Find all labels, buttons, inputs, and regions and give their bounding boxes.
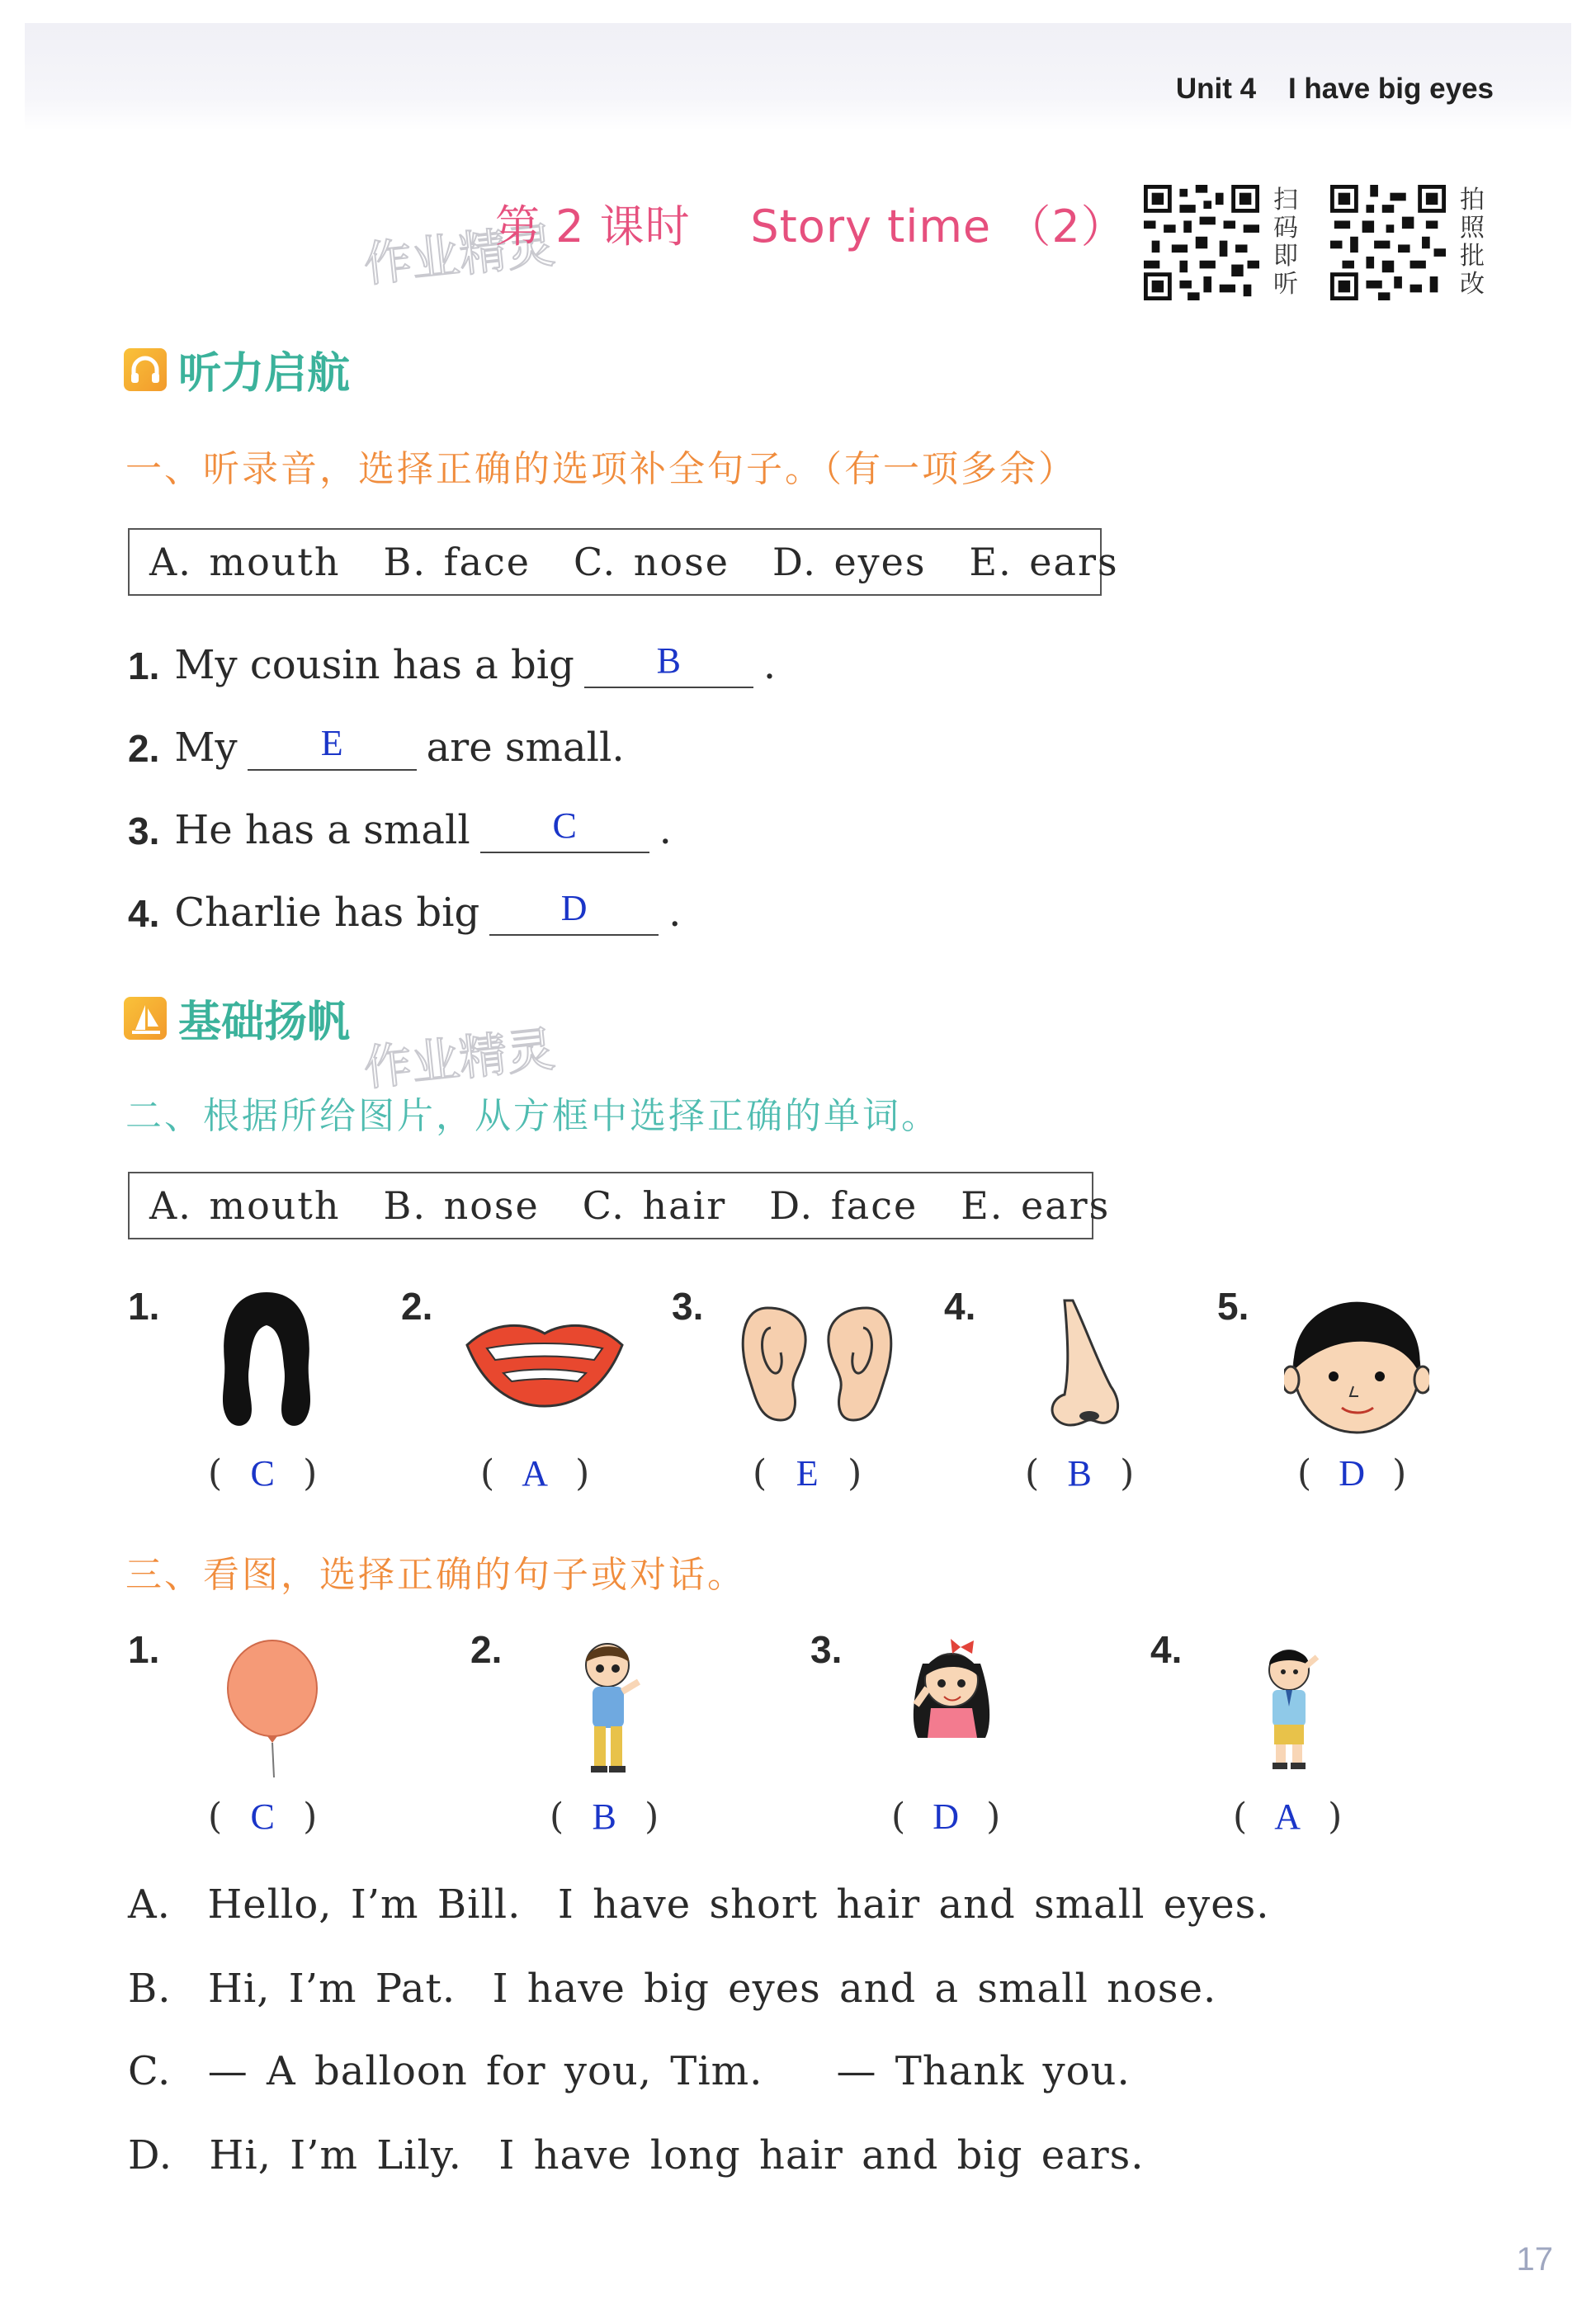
fill-item-4: 4. Charlie has big D . xyxy=(128,883,681,936)
item-number: 1. xyxy=(128,1285,160,1328)
answer-blank[interactable]: C xyxy=(250,1453,275,1494)
answer-blank[interactable]: B xyxy=(584,635,753,688)
option-sentence-d: D. Hi, I’m Lily. I have long hair and big ears. xyxy=(128,2132,1145,2178)
item-number: 4. xyxy=(944,1285,976,1328)
item-number: 2. xyxy=(401,1285,433,1328)
answer-blank[interactable]: D xyxy=(1339,1453,1366,1494)
item-number: 1. xyxy=(128,1628,160,1671)
answer-paren: ( B ) xyxy=(1025,1452,1135,1494)
option-sentence-c: C. — A balloon for you, Tim. — Thank you. xyxy=(128,2048,1131,2094)
answer-paren: ( A ) xyxy=(1233,1796,1343,1838)
watermark: 作业精灵 xyxy=(361,1021,558,1097)
question-1-instruction: 一、听录音，选择正确的选项补全句子。（有一项多余） xyxy=(125,448,1077,490)
fill-item-3: 3. He has a small C . xyxy=(128,800,672,853)
page-number: 17 xyxy=(1516,2241,1553,2278)
answer-blank[interactable]: E xyxy=(796,1453,819,1494)
section-head-basics: 基础扬帆 xyxy=(124,987,350,1049)
lesson-title: 第 2 课时 Story time （2） xyxy=(495,201,1126,253)
question-2-instruction: 二、根据所给图片，从方框中选择正确的单词。 xyxy=(125,1095,940,1137)
hair-picture xyxy=(213,1287,320,1436)
ears-picture xyxy=(734,1300,900,1428)
mouth-picture xyxy=(462,1312,627,1411)
answer-blank[interactable]: D xyxy=(933,1796,960,1837)
answer-blank[interactable]: A xyxy=(1274,1796,1301,1837)
option-box-1: A. mouth B. face C. nose D. eyes E. ears xyxy=(128,528,1102,596)
question-3-instruction: 三、看图，选择正确的句子或对话。 xyxy=(125,1554,746,1596)
option-sentence-a: A. Hello, I’m Bill. I have short hair and small eyes. xyxy=(128,1881,1270,1928)
answer-paren: ( A ) xyxy=(480,1452,590,1494)
watermark: 作业精灵 xyxy=(361,217,558,293)
answer-blank[interactable]: C xyxy=(250,1796,275,1837)
headphones-icon xyxy=(124,348,167,391)
answer-paren: ( C ) xyxy=(208,1452,318,1494)
answer-blank[interactable]: E xyxy=(248,718,417,771)
answer-paren: ( D ) xyxy=(1297,1452,1407,1494)
boy-big-eyes-picture xyxy=(573,1637,647,1782)
answer-paren: ( C ) xyxy=(208,1796,318,1838)
fill-item-2: 2. My E are small. xyxy=(128,718,625,771)
answer-blank[interactable]: B xyxy=(592,1796,616,1837)
item-number: 2. xyxy=(470,1628,503,1671)
answer-blank[interactable]: A xyxy=(522,1453,549,1494)
qr-code-listen-icon[interactable] xyxy=(1144,185,1259,300)
qr-label-grade: 拍 照 批 改 xyxy=(1460,186,1485,299)
answer-blank[interactable]: C xyxy=(480,800,649,853)
qr-label-listen: 扫 码 即 听 xyxy=(1273,186,1298,299)
answer-paren: ( B ) xyxy=(550,1796,659,1838)
option-box-2: A. mouth B. nose C. hair D. face E. ears xyxy=(128,1172,1093,1239)
sail-icon xyxy=(124,997,167,1040)
unit-title: Unit 4 I have big eyes xyxy=(1175,73,1494,105)
balloon-picture xyxy=(223,1639,322,1779)
answer-blank[interactable]: D xyxy=(489,883,659,936)
qr-code-grade-icon[interactable] xyxy=(1330,185,1446,300)
item-number: 5. xyxy=(1217,1285,1249,1328)
answer-paren: ( E ) xyxy=(753,1452,862,1494)
item-number: 3. xyxy=(810,1628,843,1671)
girl-long-hair-picture xyxy=(898,1639,1005,1783)
answer-paren: ( D ) xyxy=(891,1796,1001,1838)
section-head-listening: 听力启航 xyxy=(124,338,350,400)
fill-item-1: 1. My cousin has a big B . xyxy=(128,635,776,688)
item-number: 3. xyxy=(672,1285,704,1328)
face-picture xyxy=(1284,1294,1429,1439)
boy-short-hair-picture xyxy=(1254,1645,1329,1773)
nose-picture xyxy=(1040,1296,1131,1436)
answer-blank[interactable]: B xyxy=(1067,1453,1092,1494)
item-number: 4. xyxy=(1150,1628,1183,1671)
option-sentence-b: B. Hi, I’m Pat. I have big eyes and a small nose. xyxy=(128,1966,1217,2012)
